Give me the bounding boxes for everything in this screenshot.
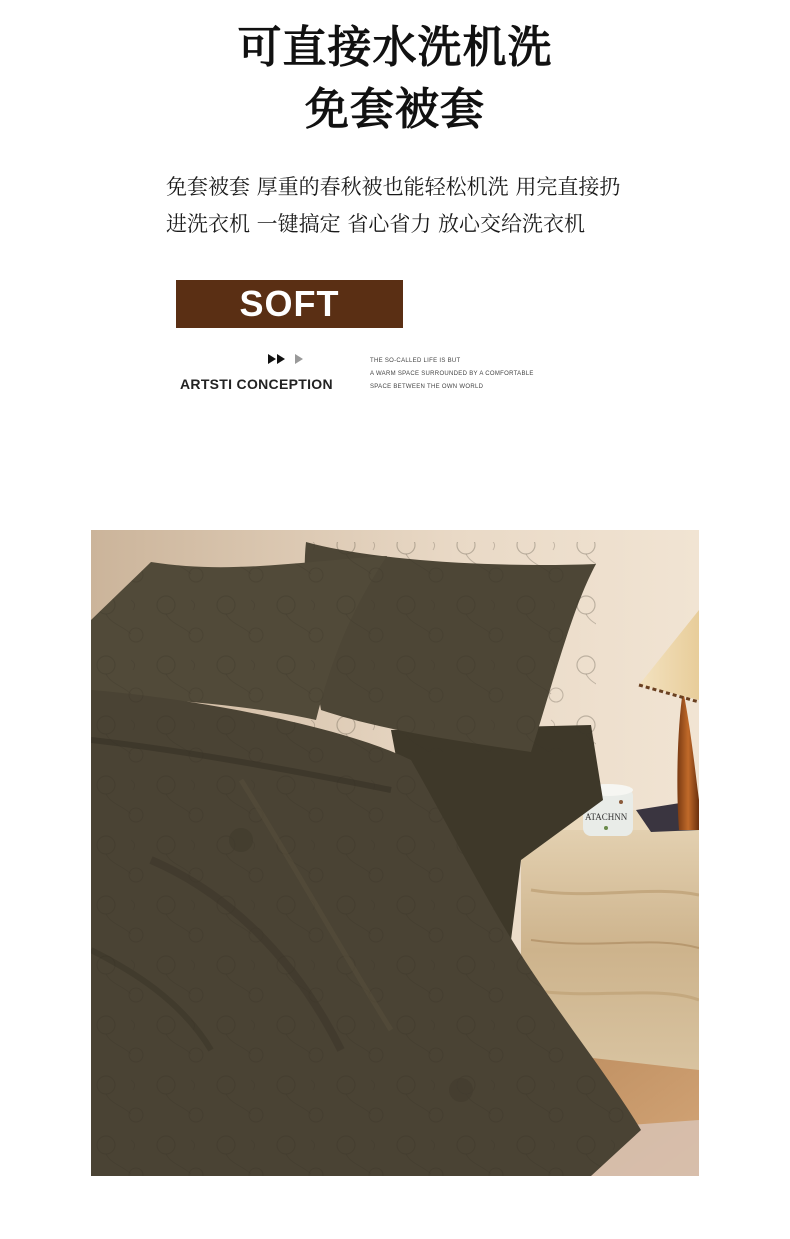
candle-label: ATACHNN — [585, 812, 628, 822]
bedding-photo — [91, 530, 699, 1176]
soft-banner — [176, 280, 403, 328]
tagline-line-1: THE SO-CALLED LIFE IS BUT — [370, 358, 461, 364]
arrow-icons — [268, 354, 303, 364]
soft-label: SOFT — [239, 283, 340, 324]
play-icon — [295, 354, 303, 364]
tagline-line-2: A WARM SPACE SURROUNDED BY A COMFORTABLE — [370, 371, 534, 377]
tagline-line-3: SPACE BETWEEN THE OWN WORLD — [370, 384, 484, 390]
tagline — [370, 355, 534, 394]
play-double-icon — [268, 354, 285, 364]
headline-line-2: 免套被套 — [305, 84, 485, 135]
headline-line-1: 可直接水洗机洗 — [237, 22, 553, 73]
description-line-1: 免套被套 厚重的春秋被也能轻松机洗 用完直接扔 — [166, 175, 621, 199]
description-line-2: 进洗衣机 一键搞定 省心省力 放心交给洗衣机 — [166, 212, 586, 236]
brand-name: ARTSTI CONCEPTION — [180, 376, 333, 392]
